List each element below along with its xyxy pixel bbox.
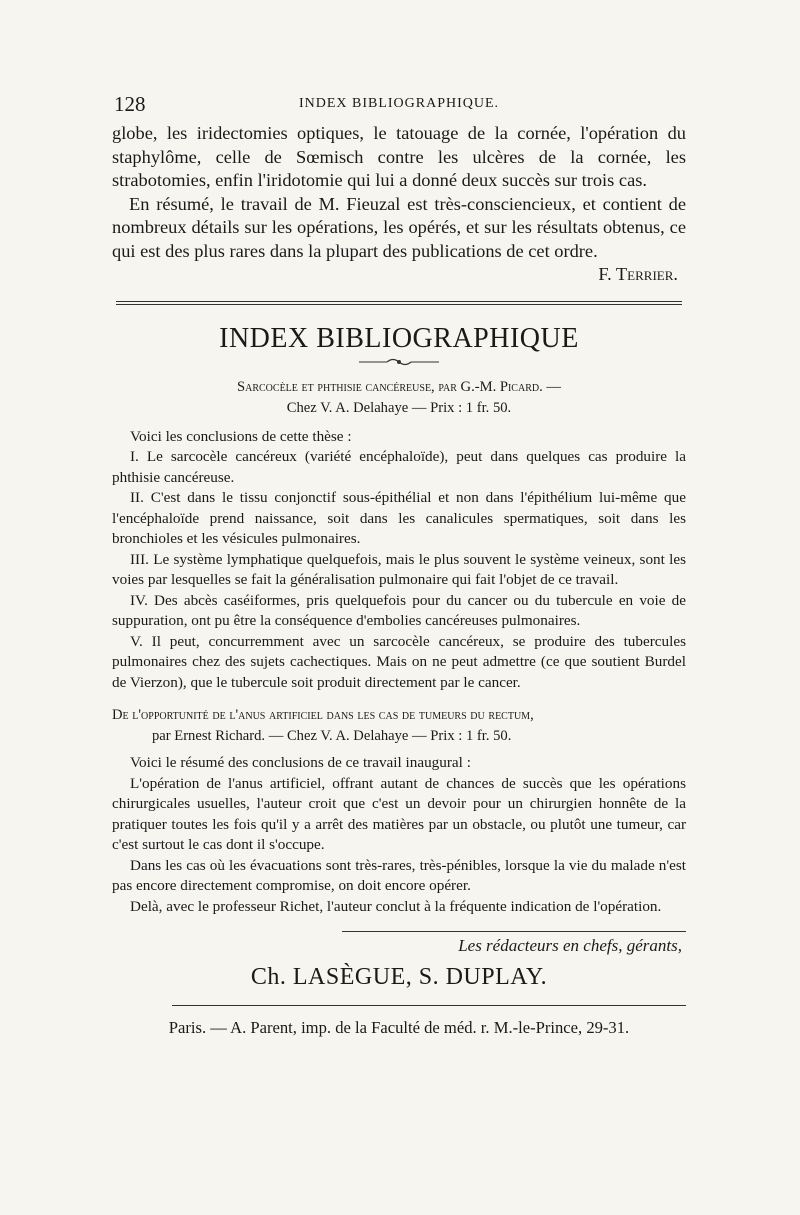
- imprint-rule: [172, 1005, 686, 1006]
- editors-names: Ch. LASÈGUE, S. DUPLAY.: [250, 964, 548, 990]
- entry-paragraph: L'opération de l'anus artificiel, offrant autant de chances de succès que les opérations chirurgicales usuelles, l'auteur croit que c'est un devoir pour un chirurgien honnête de la pratiquer toutes les fois qu'il y a arrêt des matières par un obstacle, ou plutôt une tumeur, car c'est surtout le cas dont il s'occupe.: [112, 774, 686, 853]
- entry-heading-publisher: par Ernest Richard. — Chez V. A. Delahaye — Prix : 1 fr. 50.: [152, 728, 512, 744]
- review-paragraph: globe, les iridectomies optiques, le tatouage de la cornée, l'opération du staphylôme, celle de Sœmisch contre les ulcères de la cornée, les strabotomies, enfin l'iridotomie qui lui a donné deux succès sur trois cas.: [112, 123, 686, 190]
- ornament-flourish: [112, 357, 686, 367]
- footer-rule: [342, 931, 686, 932]
- section-divider: [116, 301, 682, 305]
- entry-paragraph: V. Il peut, concurremment avec un sarcocèle cancéreux, se produire des tubercules pulmonaires chez des sujets cachectiques. Mais on ne peut admettre (ce que soutient Burdel de Vierzon), que le tubercule soit produit directement par le cancer.: [112, 632, 686, 691]
- entry-paragraph: Delà, avec le professeur Richet, l'auteur conclut à la fréquente indication de l'opération.: [130, 897, 662, 915]
- entry-heading: [112, 705, 686, 747]
- page-number: 128: [114, 92, 146, 116]
- entry-paragraph: IV. Des abcès caséiformes, pris quelquefois pour du cancer ou du tubercule en voie de suppuration, ont pu être la conséquence d'embolies cancéreuses pulmonaires.: [112, 591, 686, 629]
- editors-label: Les rédacteurs en chefs, gérants,: [458, 936, 682, 955]
- entry-heading-line: De l'opportunité de l'anus artificiel dans les cas de tumeurs du rectum,: [112, 707, 534, 723]
- running-title: INDEX BIBLIOGRAPHIQUE.: [298, 96, 500, 111]
- section-title: INDEX BIBLIOGRAPHIQUE: [219, 322, 579, 354]
- entry-paragraph: Dans les cas où les évacuations sont très-rares, très-pénibles, lorsque la vie du malade n'est pas encore directement compromise, on doit encore opérer.: [112, 856, 686, 894]
- entry-paragraph: Voici le résumé des conclusions de ce travail inaugural :: [130, 754, 471, 771]
- entry-heading: [112, 377, 686, 419]
- entry-paragraph: Voici les conclusions de cette thèse :: [130, 427, 352, 445]
- printer-imprint: Paris. — A. Parent, imp. de la Faculté de méd. r. M.-le-Prince, 29-31.: [168, 1018, 630, 1037]
- entry-paragraph: I. Le sarcocèle cancéreux (variété encéphaloïde), peut dans quelques cas produire la phthisie cancéreuse.: [112, 448, 686, 486]
- running-head: [112, 92, 686, 122]
- review-signature: F. Terrier.: [598, 264, 678, 284]
- entry-paragraph: III. Le système lymphatique quelquefois, mais le plus souvent le système veineux, sont les voies par lesquelles se fait la généralisation pulmonaire qui fait l'objet de ce travail.: [112, 550, 686, 588]
- entry-heading-publisher: Chez V. A. Delahaye — Prix : 1 fr. 50.: [286, 399, 512, 416]
- review-paragraph: En résumé, le travail de M. Fieuzal est très-consciencieux, et contient de nombreux détails sur les opérations, les opérés, et sur les résultats obtenus, ce qui est des plus rares dans la plupart des publications de cet ordre.: [112, 193, 686, 261]
- book-page: [112, 92, 686, 1038]
- entry-paragraph: II. C'est dans le tissu conjonctif sous-épithélial et non dans l'épithélium lui-même que l'encéphaloïde prend naissance, soit dans les canalicules spermatiques, soit dans les bronchioles et les vésicules pulmonaires.: [112, 489, 686, 547]
- entry-heading-line: Sarcocèle et phthisie cancéreuse, par G.-M. Picard. —: [237, 378, 561, 395]
- review-signature-line: [112, 263, 686, 287]
